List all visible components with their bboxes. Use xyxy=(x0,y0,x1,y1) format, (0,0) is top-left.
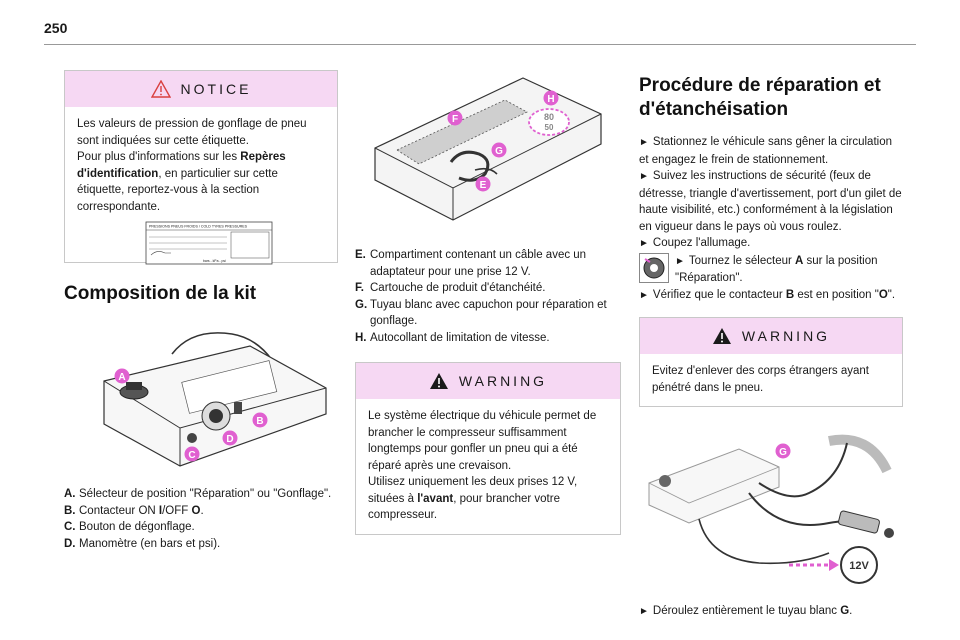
procedure-heading-line-1: Procédure de réparation et xyxy=(639,75,881,96)
step-4-text-b: A xyxy=(795,254,804,267)
case-item-f-text: Cartouche de produit d'étanchéité. xyxy=(370,282,546,294)
procedure-steps xyxy=(639,134,903,304)
callout-e: E xyxy=(479,180,487,191)
warning-triangle-icon xyxy=(429,372,449,390)
kit-item-a xyxy=(64,486,338,503)
step-6-text-b: G xyxy=(840,605,850,617)
socket-label: 12V xyxy=(849,560,869,572)
kit-item-c xyxy=(64,519,338,536)
arrow-icon: ► xyxy=(675,255,685,267)
warning1-text-1: Le système électrique du véhicule permet de brancher le compresseur suffisamment longtemps pour gonfler un pneu qui a été réparé après une crevaison. xyxy=(368,410,597,472)
compressor-kit-illustration xyxy=(64,316,338,476)
kit-item-c-key: C. xyxy=(64,521,76,533)
procedure-heading xyxy=(639,74,903,122)
step-5 xyxy=(639,287,903,305)
kit-item-a-text: Sélecteur de position "Réparation" ou "Gonflage". xyxy=(79,488,332,500)
12v-socket-icon xyxy=(841,547,877,583)
hose-callout-g: G xyxy=(779,447,787,458)
callout-a: A xyxy=(118,372,126,383)
case-item-h xyxy=(355,330,621,347)
callout-b: B xyxy=(256,416,264,427)
column-right xyxy=(639,74,903,621)
kit-item-d-text: Manomètre (en bars et psi). xyxy=(79,537,221,550)
notice-text-2 xyxy=(77,149,325,215)
step-5-text-c: est en position " xyxy=(794,288,879,301)
case-item-e xyxy=(355,247,621,280)
step-5-text-a: Vérifiez que le contacteur xyxy=(652,288,786,301)
arrow-icon: ► xyxy=(639,171,649,182)
callout-c: C xyxy=(188,450,196,461)
warning2-header xyxy=(640,318,902,354)
warning-triangle-icon xyxy=(712,327,732,345)
callout-f: F xyxy=(451,114,459,125)
case-item-e-text: Compartiment contenant un câble avec un adaptateur pour une prise 12 V. xyxy=(370,249,587,278)
page-number: 250 xyxy=(44,20,68,36)
step-3-text: Coupez l'allumage. xyxy=(652,237,751,249)
warning-box-electrical xyxy=(355,362,621,535)
case-item-f xyxy=(355,280,621,297)
notice-text-2c: , en particulier sur cette étiquette, reportez-vous à la section correspondante. xyxy=(77,167,278,213)
step-2-text: Suivez les instructions de sécurité (feux de détresse, triangle d'avertissement, port d'un gilet de haute visibilité, etc.) conformément à la législation en vigueur dans le pays où vous roulez. xyxy=(639,170,902,233)
case-item-g-text: Tuyau blanc avec capuchon pour réparation et gonflage. xyxy=(370,298,607,327)
warning2-text: Evitez d'enlever des corps étrangers ayant pénétré dans le pneu. xyxy=(652,365,869,394)
arrow-icon: ► xyxy=(639,289,649,301)
kit-item-b-part-5: . xyxy=(200,504,204,517)
sticker-50: 50 xyxy=(544,123,554,132)
step-6-text-a: Déroulez entièrement le tuyau blanc xyxy=(652,605,841,617)
label-header-text: PRESSIONS PNEUS FROIDS / COLD TYRES PRESSURES xyxy=(149,224,247,229)
kit-item-b-part-3: /OFF xyxy=(162,504,192,517)
warning2-body xyxy=(640,354,902,406)
kit-item-c-text: Bouton de dégonflage. xyxy=(79,521,195,533)
arrow-icon: ► xyxy=(639,137,649,148)
kit-item-b-part-4: O xyxy=(191,504,201,517)
case-item-g xyxy=(355,297,621,330)
step-6-text-c: . xyxy=(849,605,853,617)
arrow-icon: ► xyxy=(639,606,649,617)
notice-header xyxy=(65,71,337,107)
case-legend xyxy=(355,247,621,346)
kit-item-a-key: A. xyxy=(64,488,76,500)
gauge-icon xyxy=(202,402,230,430)
sticker-80: 80 xyxy=(543,112,555,122)
speed-sticker-icon xyxy=(529,109,569,135)
step-5-text-e: ". xyxy=(887,288,896,301)
procedure-heading-line-2: d'étanchéisation xyxy=(639,99,789,120)
warning-box-foreign-objects xyxy=(639,317,903,407)
kit-item-d-key: D. xyxy=(64,537,76,550)
case-item-g-key: G. xyxy=(355,298,368,311)
case-item-h-key: H. xyxy=(355,331,367,344)
notice-title: NOTICE xyxy=(180,81,252,97)
tyre-pressure-label-image xyxy=(145,221,273,265)
kit-item-b-part-1: Contacteur ON xyxy=(79,504,159,517)
step-4-text-c: sur la position "Réparation". xyxy=(675,254,878,284)
warning1-header xyxy=(356,363,620,399)
warning2-title: WARNING xyxy=(741,328,831,344)
notice-text-1: Les valeurs de pression de gonflage de pneu sont indiquées sur cette étiquette. xyxy=(77,118,307,147)
column-middle xyxy=(355,70,621,535)
warning1-text-2c: , pour brancher votre compresseur. xyxy=(368,492,560,521)
kit-legend xyxy=(64,486,338,552)
hose-connection-illustration xyxy=(639,423,903,593)
arrow-icon: ► xyxy=(639,238,649,249)
kit-item-d xyxy=(64,536,338,553)
kit-heading: Composition de la kit xyxy=(64,283,257,304)
kit-item-b-key: B. xyxy=(64,504,76,517)
case-item-h-text: Autocollant de limitation de vitesse. xyxy=(370,331,550,344)
selector-dial-icon xyxy=(639,253,669,283)
warning-triangle-icon xyxy=(151,80,171,98)
callout-d: D xyxy=(226,434,234,445)
warning1-title: WARNING xyxy=(458,373,548,389)
kit-item-b-part-2: I xyxy=(158,504,163,517)
step-5-text-d: O xyxy=(878,288,888,301)
step-1-text: Stationnez le véhicule sans gêner la circulation et engagez le frein de stationnement. xyxy=(639,136,892,166)
step-6 xyxy=(639,603,903,621)
notice-box xyxy=(64,70,338,263)
notice-text-2a: Pour plus d'informations sur les xyxy=(77,151,241,163)
header-rule xyxy=(44,44,916,45)
warning1-text-2b: l'avant xyxy=(417,492,454,505)
case-item-e-key: E. xyxy=(355,249,366,261)
callout-g: G xyxy=(495,146,503,157)
warning1-body xyxy=(356,399,620,534)
warning1-text-2a: Utilisez uniquement les deux prises 12 V, situées à xyxy=(368,476,578,505)
kit-case-underside-illustration xyxy=(355,70,621,240)
step-2 xyxy=(639,168,903,235)
column-left xyxy=(64,70,338,552)
label-units-text: bars - kPa - psi xyxy=(203,259,226,263)
warning1-text-2 xyxy=(368,474,608,524)
step-4 xyxy=(639,253,903,287)
notice-text-2b: Repères d'identification xyxy=(77,151,286,180)
case-item-f-key: F. xyxy=(355,282,364,294)
kit-item-b xyxy=(64,503,338,520)
step-5-text-b: B xyxy=(785,288,795,301)
step-4-text-a: Tournez le sélecteur xyxy=(688,254,796,267)
step-3 xyxy=(639,235,903,253)
step-1 xyxy=(639,134,903,168)
notice-body xyxy=(65,107,337,275)
kit-item-b-text xyxy=(79,503,338,520)
callout-h: H xyxy=(547,94,555,105)
